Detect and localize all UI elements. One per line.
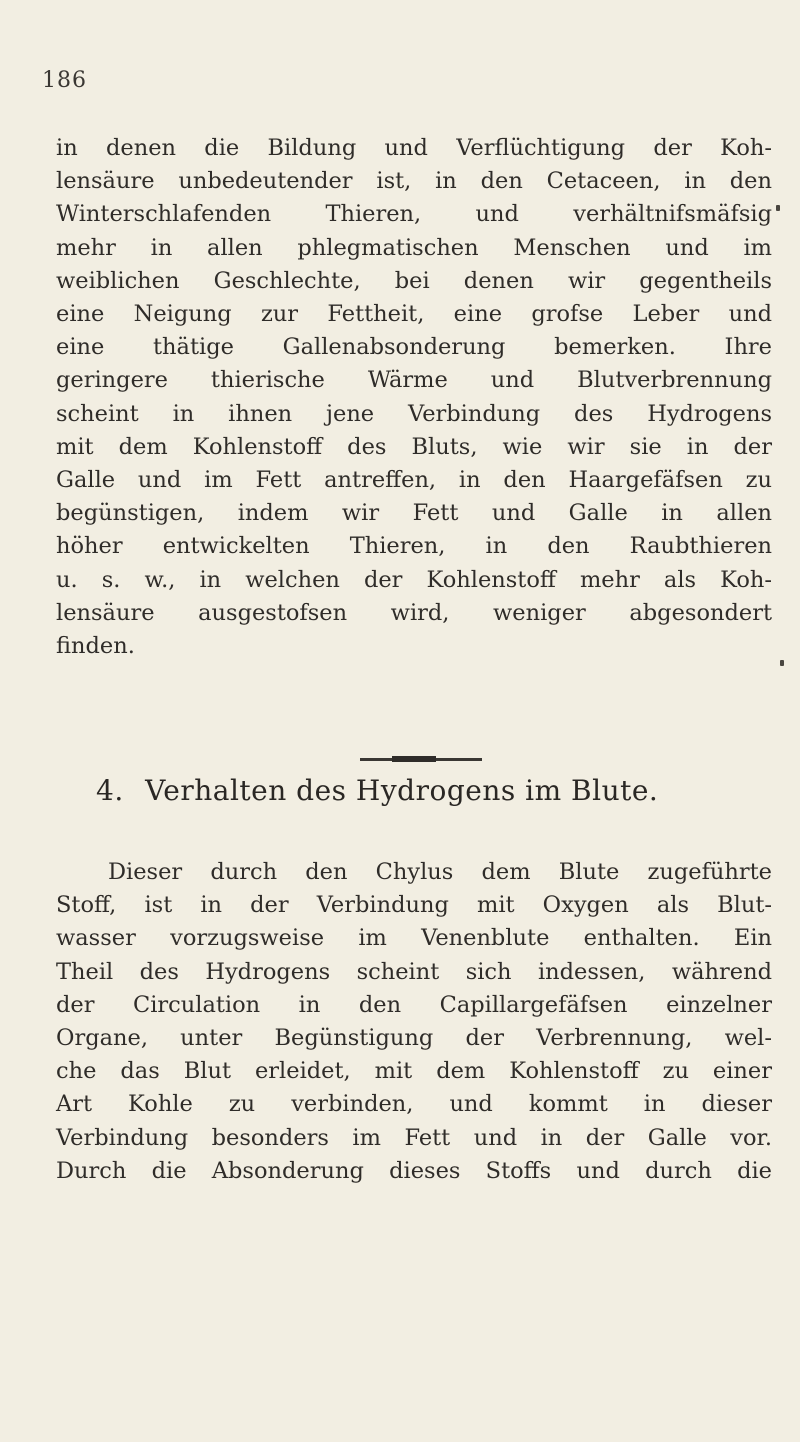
text-line: Durch die Absonderung dieses Stoffs und durch die [56, 1157, 772, 1184]
text-line: u. s. w., in welchen der Kohlenstoff mehr als Koh- [56, 566, 772, 593]
section-heading [96, 774, 716, 807]
section-divider-ornament [392, 756, 436, 762]
ink-speck [776, 205, 780, 211]
text-line: mit dem Kohlenstoff des Bluts, wie wir sie in der [56, 433, 772, 460]
paragraph-continued [56, 132, 772, 663]
text-line: Winterschlafenden Thieren, und verhältnifsmäfsig [56, 201, 772, 228]
ink-speck [780, 660, 784, 666]
text-line: Verbindung besonders im Fett und in der Galle vor. [56, 1124, 772, 1151]
text-line: Stoff, ist in der Verbindung mit Oxygen als Blut- [56, 892, 772, 919]
section-title: Verhalten des Hydrogens im Blute. [145, 774, 659, 807]
text-line: begünstigen, indem wir Fett und Galle in allen [56, 500, 772, 527]
page-number: 186 [42, 68, 87, 93]
text-line: Galle und im Fett antreffen, in den Haargefäfsen zu [56, 467, 772, 494]
text-line: weiblichen Geschlechte, bei denen wir gegentheils [56, 267, 772, 294]
text-line: der Circulation in den Capillargefäfsen einzelner [56, 991, 772, 1018]
text-line: eine thätige Gallenabsonderung bemerken. Ihre [56, 334, 772, 361]
text-line: geringere thierische Wärme und Blutverbrennung [56, 367, 772, 394]
text-line: che das Blut erleidet, mit dem Kohlenstoff zu einer [56, 1058, 772, 1085]
paragraph [56, 856, 772, 1188]
text-line: scheint in ihnen jene Verbindung des Hydrogens [56, 400, 772, 427]
text-line: lensäure ausgestofsen wird, weniger abgesondert [56, 599, 772, 626]
text-line: lensäure unbedeutender ist, in den Cetaceen, in den [56, 168, 772, 195]
text-line: Theil des Hydrogens scheint sich indessen, während [56, 958, 772, 985]
text-line: mehr in allen phlegmatischen Menschen und im [56, 234, 772, 261]
text-line: Organe, unter Begünstigung der Verbrennung, wel- [56, 1025, 772, 1052]
text-line: Art Kohle zu verbinden, und kommt in dieser [56, 1091, 772, 1118]
text-line-first: Dieser durch den Chylus dem Blute zugeführte [108, 859, 772, 885]
text-line: höher entwickelten Thieren, in den Raubthieren [56, 533, 772, 560]
text-line-last: finden. [56, 633, 135, 660]
text-line: wasser vorzugsweise im Venenblute enthalten. Ein [56, 925, 772, 952]
section-number: 4. [96, 774, 124, 807]
text-line: in denen die Bildung und Verflüchtigung der Koh- [56, 135, 772, 161]
text-line: eine Neigung zur Fettheit, eine grofse Leber und [56, 301, 772, 328]
